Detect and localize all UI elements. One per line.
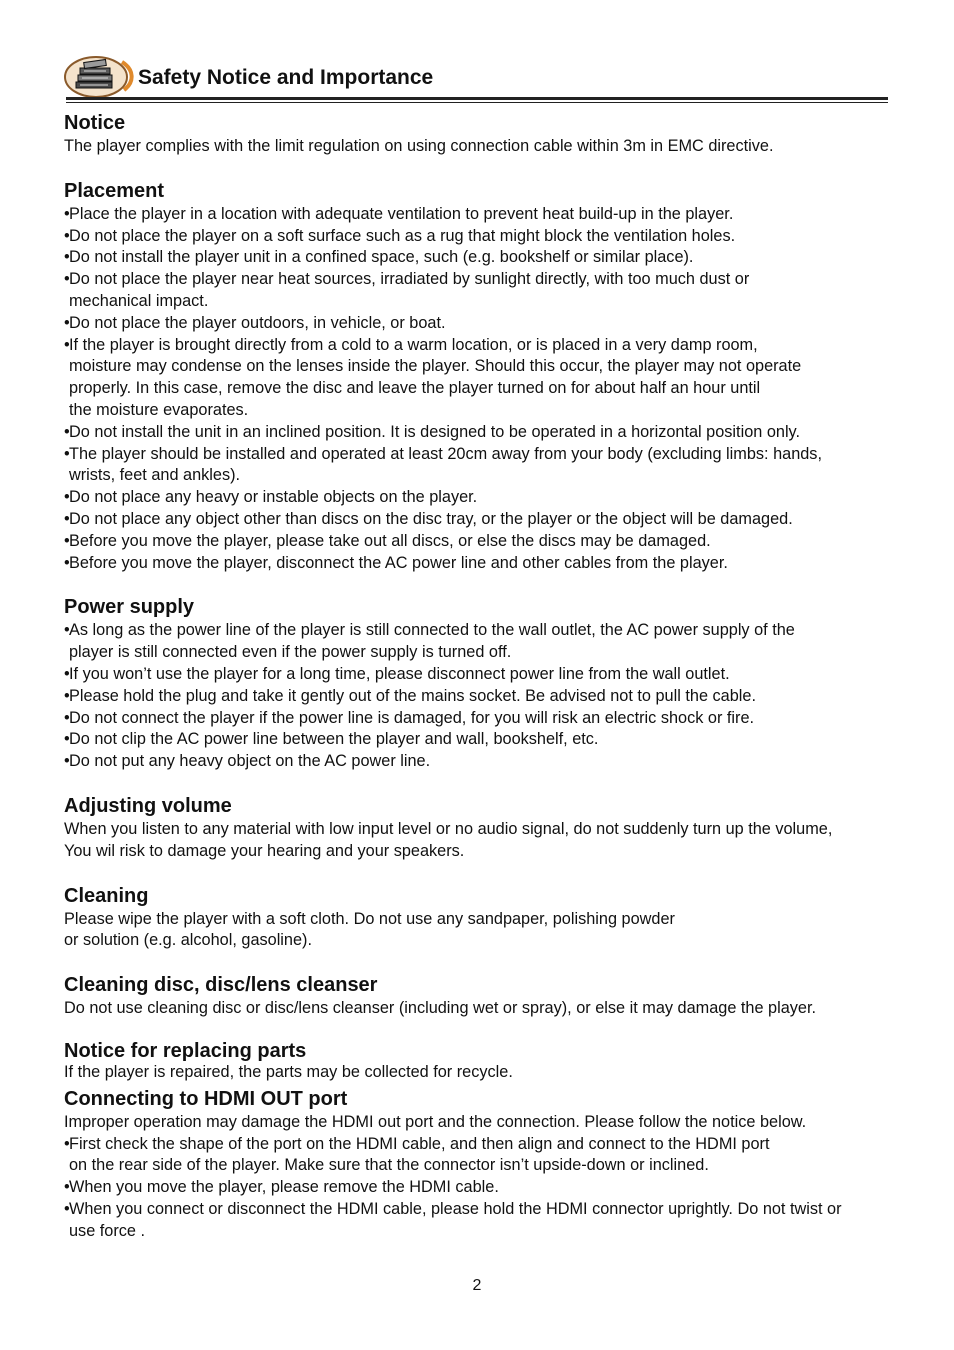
- list-item: • Do not clip the AC power line between the player and wall, bookshelf, etc.: [64, 729, 939, 751]
- section-heading: Notice: [64, 112, 126, 134]
- cleaning-section: [64, 884, 939, 953]
- list-item: • Do not place any heavy or instable objects on the player.: [64, 487, 939, 509]
- list-item: • Before you move the player, disconnect the AC power line and other cables from the player.: [64, 553, 939, 575]
- section-heading: Placement: [64, 179, 165, 202]
- list-item: • When you move the player, please remove the HDMI cable.: [64, 1177, 939, 1199]
- adjusting-volume-section: [64, 794, 939, 863]
- document-body: [64, 111, 939, 1263]
- list-item: • Do not place any object other than discs on the disc tray, or the player or the object will be damaged.: [64, 509, 939, 531]
- section-heading: Cleaning: [64, 884, 149, 907]
- list-item: • Please hold the plug and take it gently out of the mains socket. Be advised not to pull the cable.: [64, 686, 939, 708]
- section-heading: Power supply: [64, 596, 195, 619]
- cleaning-disc-section: [64, 973, 939, 1020]
- list-item: • Do not install the player unit in a confined space, such (e.g. bookshelf or similar place).: [64, 247, 939, 269]
- section-heading: Adjusting volume: [64, 794, 232, 817]
- hdmi-section: [64, 1087, 939, 1243]
- bullet-list: [64, 620, 939, 773]
- list-item: • Do not connect the player if the power line is damaged, for you will risk an electric shock or fire.: [64, 708, 939, 730]
- list-item: • Do not place the player outdoors, in vehicle, or boat.: [64, 313, 939, 335]
- list-item: • When you connect or disconnect the HDMI cable, please hold the HDMI connector uprightly. Do not twist or use force .: [64, 1199, 939, 1243]
- bullet-list: [64, 204, 939, 575]
- list-item: • Place the player in a location with adequate ventilation to prevent heat build-up in the player.: [64, 204, 939, 226]
- section-heading: Notice for replacing parts: [64, 1039, 307, 1062]
- section-heading: Connecting to HDMI OUT port: [64, 1087, 348, 1110]
- header-divider-thin: [66, 102, 888, 103]
- page-number: 2: [472, 1277, 482, 1294]
- list-item: • Do not put any heavy object on the AC power line.: [64, 751, 939, 773]
- section-paragraph: If the player is repaired, the parts may be collected for recycle.: [64, 1062, 513, 1081]
- power-supply-section: [64, 595, 939, 773]
- list-item: • As long as the power line of the player is still connected to the wall outlet, the AC power supply of the player is still connected even if the power supply is turned off.: [64, 620, 939, 664]
- page-title: Safety Notice and Importance: [138, 66, 434, 89]
- page-header: [62, 50, 888, 106]
- books-logo-icon: [62, 54, 134, 100]
- section-paragraph: Improper operation may damage the HDMI out port and the connection. Please follow the notice below.: [64, 1112, 807, 1131]
- section-paragraph: Do not use cleaning disc or disc/lens cleanser (including wet or spray), or else it may damage the player.: [64, 999, 817, 1018]
- placement-section: [64, 179, 939, 575]
- bullet-list: [64, 1134, 939, 1243]
- list-item: • First check the shape of the port on the HDMI cable, and then align and connect to the HDMI port on the rear side of the player. Make sure that the connector isn’t upside-down or inclined.: [64, 1134, 939, 1178]
- replacing-parts-section: [64, 1041, 939, 1084]
- section-paragraph: Please wipe the player with a soft cloth. Do not use any sandpaper, polishing powder or solution (e.g. alcohol, gasoline).: [64, 909, 675, 950]
- header-divider: [66, 97, 888, 100]
- section-paragraph: When you listen to any material with low input level or no audio signal, do not suddenly turn up the volume, You wil risk to damage your hearing and your speakers.: [64, 819, 833, 860]
- list-item: • The player should be installed and operated at least 20cm away from your body (excluding limbs: hands, wrists, feet and ankles).: [64, 444, 939, 488]
- list-item: • Do not place the player near heat sources, irradiated by sunlight directly, with too much dust or mechanical impact.: [64, 269, 939, 313]
- section-heading: Cleaning disc, disc/lens cleanser: [64, 974, 378, 997]
- list-item: • If you won’t use the player for a long time, please disconnect power line from the wall outlet.: [64, 664, 939, 686]
- section-paragraph: The player complies with the limit regulation on using connection cable within 3m in EMC directive.: [64, 137, 774, 155]
- list-item: • Do not install the unit in an inclined position. It is designed to be operated in a horizontal position only.: [64, 422, 939, 444]
- list-item: • Do not place the player on a soft surface such as a rug that might block the ventilation holes.: [64, 226, 939, 248]
- list-item: • Before you move the player, please take out all discs, or else the discs may be damaged.: [64, 531, 939, 553]
- list-item: • If the player is brought directly from a cold to a warm location, or is placed in a very damp room, moisture may condense on the lenses inside the player. Should this occur, the player may not operate properly. In this case, remove the disc and leave the player turned on for about half an hour until the moisture evaporates.: [64, 335, 939, 422]
- notice-section: [64, 111, 939, 158]
